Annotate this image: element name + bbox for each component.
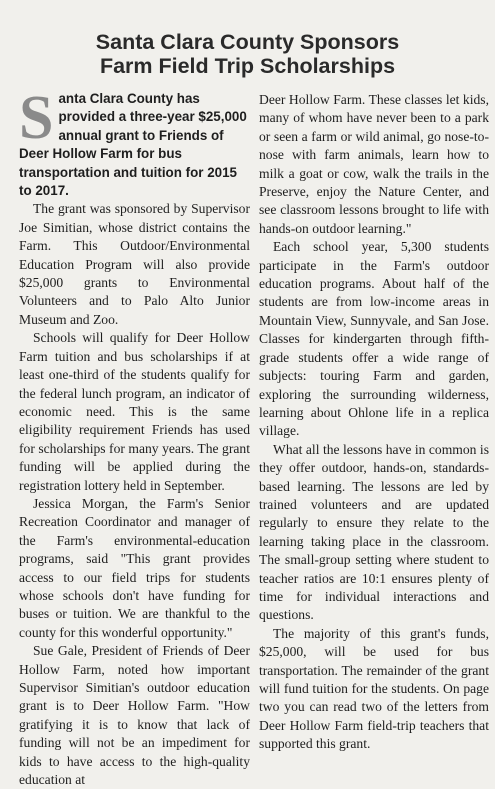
body-paragraph: The majority of this grant's funds, $25,000, will be used for bus transportation. The remainder of the grant will fund tuition for the students. On page two you can read two of the letters from Deer Hollow Farm field-trip teachers that supported this grant. [259, 625, 489, 752]
body-paragraph: The grant was sponsored by Supervisor Joe Simitian, whose district contains the Farm. This Outdoor/Environmental Education Program will also provide $25,000 grants to Environmental Volunteers and to Palo Alto Junior Museum and Zoo. [19, 201, 250, 327]
body-paragraph: Schools will qualify for Deer Hollow Farm tuition and bus scholarships if at least one-third of the students qualify for the federal lunch program, an indicator of economic need. This is the same eligibility requirement Friends has used for scholarships for many years. The grant funding will be applied during the registration lottery held in September. [19, 330, 250, 493]
body-paragraph: Jessica Morgan, the Farm's Senior Recreation Coordinator and manager of the Farm's environmental-education programs, said "This grant provides access to our field trips for students whose schools don't have funding for buses or tuition. We are thankful to the county for this wonderful opportunity." [19, 495, 250, 640]
lead-paragraph [19, 84, 250, 200]
body-paragraph: Each school year, 5,300 students participate in the Farm's outdoor education programs. About half of the students are from low-income areas in Mountain View, Sunnyvale, and San Jose. Classes for kindergarten through fifth-grade students offer a wide range of subjects: touring Farm and garden, exploring the surrounding wilderness, learning about Ohlone life in a replica village. [259, 239, 489, 439]
body-paragraph: What all the lessons have in common is they offer outdoor, hands-on, standards-based learning. The lessons are led by trained volunteers and are updated regularly to ensure they relate to the learning taking place in the classroom. The small-group setting where student to teacher ratios are 10:1 ensures plenty of time for individual interactions and questions. [259, 441, 489, 623]
headline-line-2: Farm Field Trip Scholarships [99, 54, 396, 78]
drop-cap: S [19, 84, 54, 152]
article-column-left [19, 84, 250, 789]
article-column-right [259, 91, 489, 754]
lead-text: anta Clara County has provided a three-year $25,000 annual grant to Friends of Deer Hollow Farm for bus transportation and tuition for 2015 to 2017. [19, 91, 247, 199]
body-paragraph: Sue Gale, President of Friends of Deer Hollow Farm, noted how important Supervisor Simitian's outdoor education grant is to Deer Hollow Farm. "How gratifying it is to know that lack of funding will not be an impediment for kids to have access to the high-quality education at [19, 643, 250, 788]
article-headline [0, 30, 495, 78]
continued-paragraph: Deer Hollow Farm. These classes let kids, many of whom have never been to a park or seen a farm or wild animal, go nose-to-nose with farm animals, learn how to milk a goat or cow, walk the trails in the Preserve, enjoy the Nature Center, and see classroom lessons brought to life with hands-on outdoor learning." [259, 92, 489, 236]
headline-line-1: Santa Clara County Sponsors [95, 30, 400, 54]
